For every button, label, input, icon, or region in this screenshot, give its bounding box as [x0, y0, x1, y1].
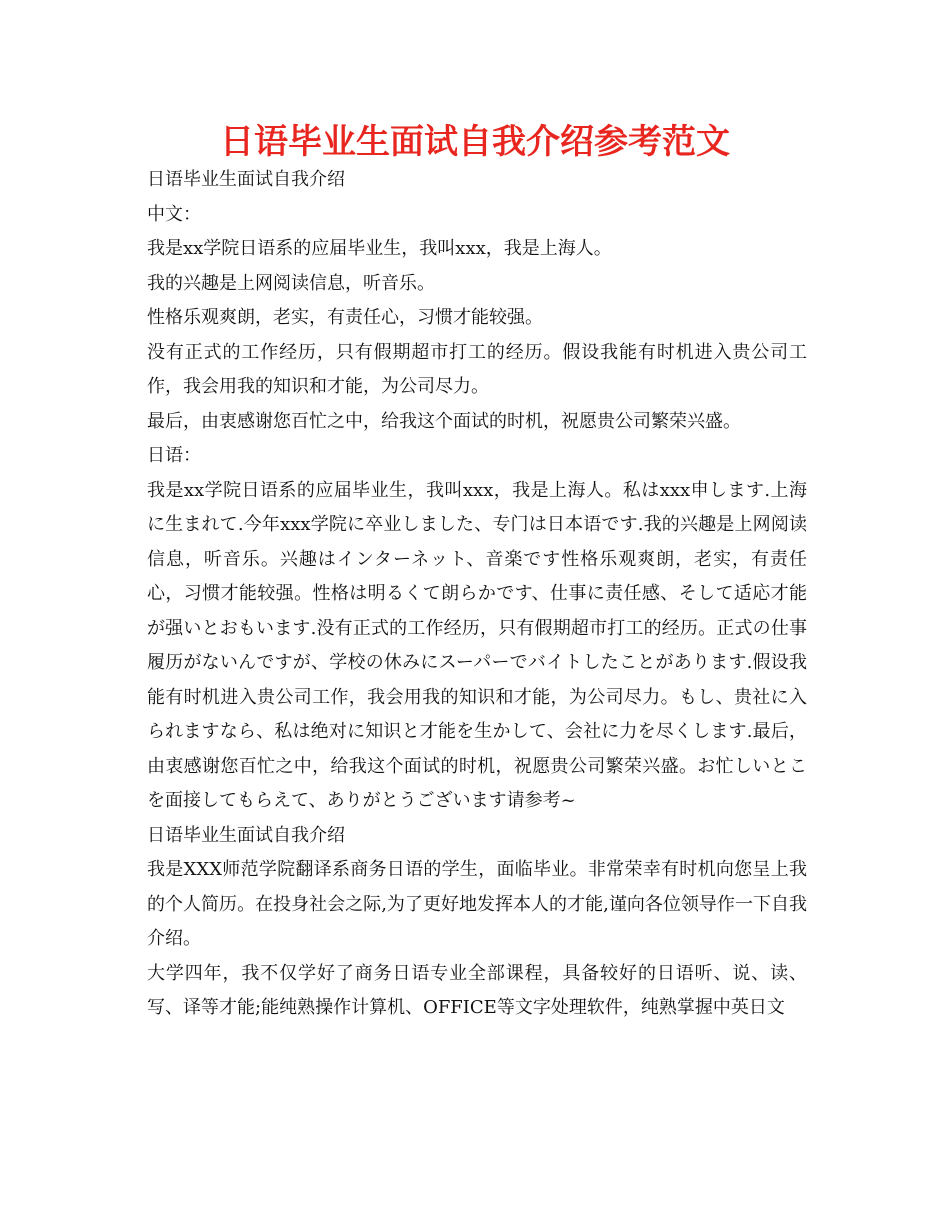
document-title: 日语毕业生面试自我介绍参考范文 [220, 122, 730, 162]
paragraph: 日语毕业生面试自我介绍 [147, 169, 345, 190]
paragraph: 日语毕业生面试自我介绍 [147, 824, 345, 846]
paragraph: 中文： [147, 203, 201, 225]
paragraph: 没有正式的工作经历，只有假期超市打工的经历。假设我能有时机进入贵公司工作，我会用我的知识和才能，为公司尽力。 [147, 341, 807, 397]
paragraph: 大学四年，我不仅学好了商务日语专业全部课程，具备较好的日语听、说、读、写、译等才能;能纯熟操作计算机、OFFICE等文字处理软件，纯熟掌握中英日文 [147, 962, 807, 1018]
paragraph: 我是xx学院日语系的应届毕业生，我叫xxx，我是上海人。私はxxx申します.上海に生まれて.今年xxx学院に卒业しました、专门は日本语です.我的兴趣是上网阅读信息，听音乐。兴趣はインターネット、音楽です性格乐观爽朗，老实，有责任心，习惯才能较强。性格は明るくて朗らかです、仕事に责任感、そして适応才能が强いとおもいます.没有正式的工作经历，只有假期超市打工的经历。正式の仕事履历がないんですが、学校の休みにスーパーでバイトしたことがあります.假设我能有时机进入贵公司工作，我会用我的知识和才能，为公司尽力。もし、贵社に入られますなら、私は绝对に知识と才能を生かして、会社に力を尽くします.最后，由衷感谢您百忙之中，给我这个面试的时机，祝愿贵公司繁荣兴盛。お忙しいとこを面接してもらえて、ありがとうございます请参考~ [147, 479, 807, 811]
paragraph: 我的兴趣是上网阅读信息，听音乐。 [147, 272, 435, 294]
paragraph: 性格乐观爽朗，老实，有责任心，习惯才能较强。 [147, 307, 543, 328]
document-body [147, 163, 807, 1026]
paragraph: 最后，由衷感谢您百忙之中，给我这个面试的时机，祝愿贵公司繁荣兴盛。 [147, 410, 741, 432]
paragraph: 日语： [147, 445, 201, 466]
paragraph: 我是xx学院日语系的应届毕业生，我叫xxx，我是上海人。 [147, 238, 612, 259]
paragraph: 我是XXX师范学院翻译系商务日语的学生，面临毕业。非常荣幸有时机向您呈上我的个人简历。在投身社会之际,为了更好地发挥本人的才能,谨向各位领导作一下自我介绍。 [147, 859, 807, 949]
